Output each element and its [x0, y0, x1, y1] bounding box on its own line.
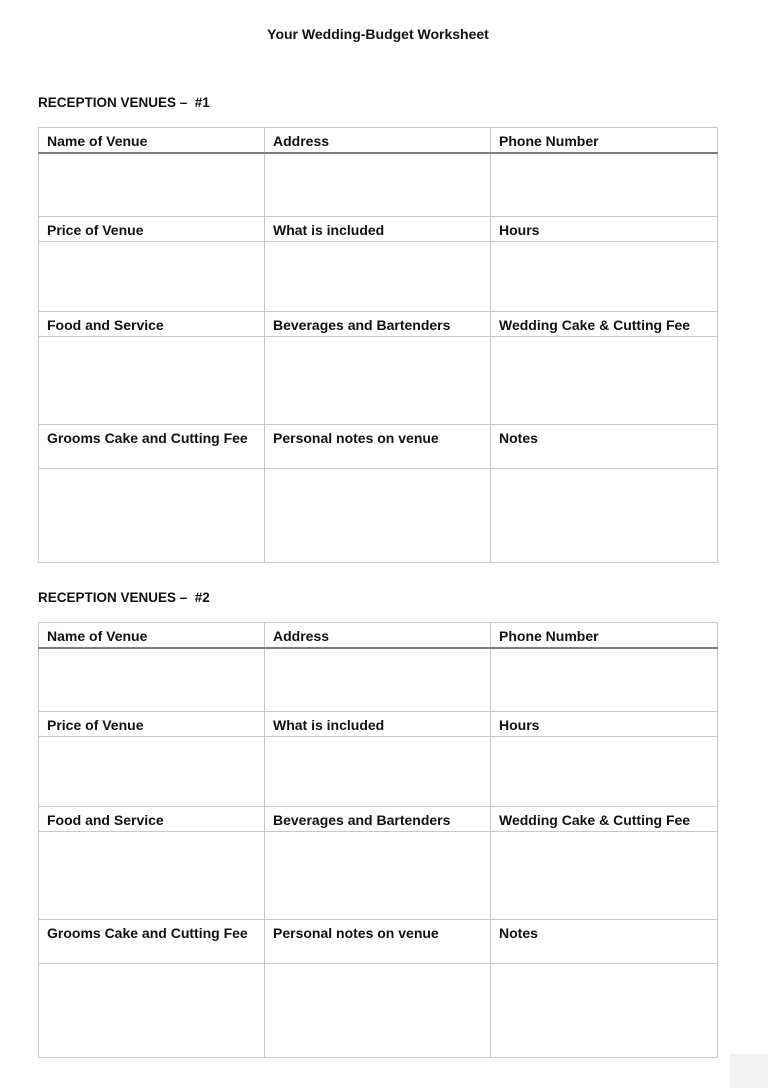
venue-table-1: [38, 127, 718, 563]
label-row: [39, 711, 718, 736]
label-row: [39, 919, 718, 963]
label-row: [39, 216, 718, 241]
label-hours: Hours: [491, 216, 718, 241]
entry-cell-hours[interactable]: [491, 736, 718, 806]
entry-cell-phone-number[interactable]: [491, 153, 718, 216]
entry-row: [39, 736, 718, 806]
entry-cell-hours[interactable]: [491, 241, 718, 311]
entry-cell-notes[interactable]: [491, 963, 718, 1057]
label-phone-number: Phone Number: [491, 623, 718, 649]
entry-row: [39, 336, 718, 424]
entry-row: [39, 648, 718, 711]
entry-cell-grooms-cake-and-cutting-fee[interactable]: [39, 963, 265, 1057]
label-what-is-included: What is included: [265, 711, 491, 736]
label-address: Address: [265, 623, 491, 649]
entry-cell-price-of-venue[interactable]: [39, 736, 265, 806]
entry-cell-address[interactable]: [265, 648, 491, 711]
label-price-of-venue: Price of Venue: [39, 216, 265, 241]
entry-cell-beverages-and-bartenders[interactable]: [265, 831, 491, 919]
label-wedding-cake-cutting-fee: Wedding Cake & Cutting Fee: [491, 806, 718, 831]
label-address: Address: [265, 128, 491, 154]
label-row: [39, 623, 718, 649]
entry-cell-what-is-included[interactable]: [265, 736, 491, 806]
venue-table-2: [38, 622, 718, 1058]
label-grooms-cake-and-cutting-fee: Grooms Cake and Cutting Fee: [39, 919, 265, 963]
entry-cell-food-and-service[interactable]: [39, 336, 265, 424]
entry-cell-wedding-cake-cutting-fee[interactable]: [491, 336, 718, 424]
label-row: [39, 128, 718, 154]
section-heading-venue-1: RECEPTION VENUES – #1: [38, 95, 210, 110]
label-row: [39, 311, 718, 336]
entry-cell-name-of-venue[interactable]: [39, 153, 265, 216]
entry-row: [39, 241, 718, 311]
entry-cell-price-of-venue[interactable]: [39, 241, 265, 311]
label-food-and-service: Food and Service: [39, 806, 265, 831]
entry-row: [39, 831, 718, 919]
worksheet-title: Your Wedding-Budget Worksheet: [267, 26, 489, 42]
entry-cell-what-is-included[interactable]: [265, 241, 491, 311]
label-personal-notes-on-venue: Personal notes on venue: [265, 919, 491, 963]
entry-row: [39, 468, 718, 562]
label-beverages-and-bartenders: Beverages and Bartenders: [265, 311, 491, 336]
label-what-is-included: What is included: [265, 216, 491, 241]
label-row: [39, 424, 718, 468]
page-corner-overlay: [730, 1054, 768, 1088]
label-row: [39, 806, 718, 831]
entry-cell-food-and-service[interactable]: [39, 831, 265, 919]
label-name-of-venue: Name of Venue: [39, 128, 265, 154]
entry-cell-beverages-and-bartenders[interactable]: [265, 336, 491, 424]
entry-cell-phone-number[interactable]: [491, 648, 718, 711]
label-beverages-and-bartenders: Beverages and Bartenders: [265, 806, 491, 831]
label-hours: Hours: [491, 711, 718, 736]
label-food-and-service: Food and Service: [39, 311, 265, 336]
label-name-of-venue: Name of Venue: [39, 623, 265, 649]
entry-cell-wedding-cake-cutting-fee[interactable]: [491, 831, 718, 919]
label-personal-notes-on-venue: Personal notes on venue: [265, 424, 491, 468]
label-wedding-cake-cutting-fee: Wedding Cake & Cutting Fee: [491, 311, 718, 336]
label-grooms-cake-and-cutting-fee: Grooms Cake and Cutting Fee: [39, 424, 265, 468]
label-notes: Notes: [491, 919, 718, 963]
entry-cell-notes[interactable]: [491, 468, 718, 562]
label-notes: Notes: [491, 424, 718, 468]
entry-row: [39, 963, 718, 1057]
label-price-of-venue: Price of Venue: [39, 711, 265, 736]
entry-cell-personal-notes-on-venue[interactable]: [265, 468, 491, 562]
section-heading-venue-2: RECEPTION VENUES – #2: [38, 590, 210, 605]
entry-cell-grooms-cake-and-cutting-fee[interactable]: [39, 468, 265, 562]
entry-cell-address[interactable]: [265, 153, 491, 216]
entry-cell-personal-notes-on-venue[interactable]: [265, 963, 491, 1057]
entry-cell-name-of-venue[interactable]: [39, 648, 265, 711]
entry-row: [39, 153, 718, 216]
label-phone-number: Phone Number: [491, 128, 718, 154]
